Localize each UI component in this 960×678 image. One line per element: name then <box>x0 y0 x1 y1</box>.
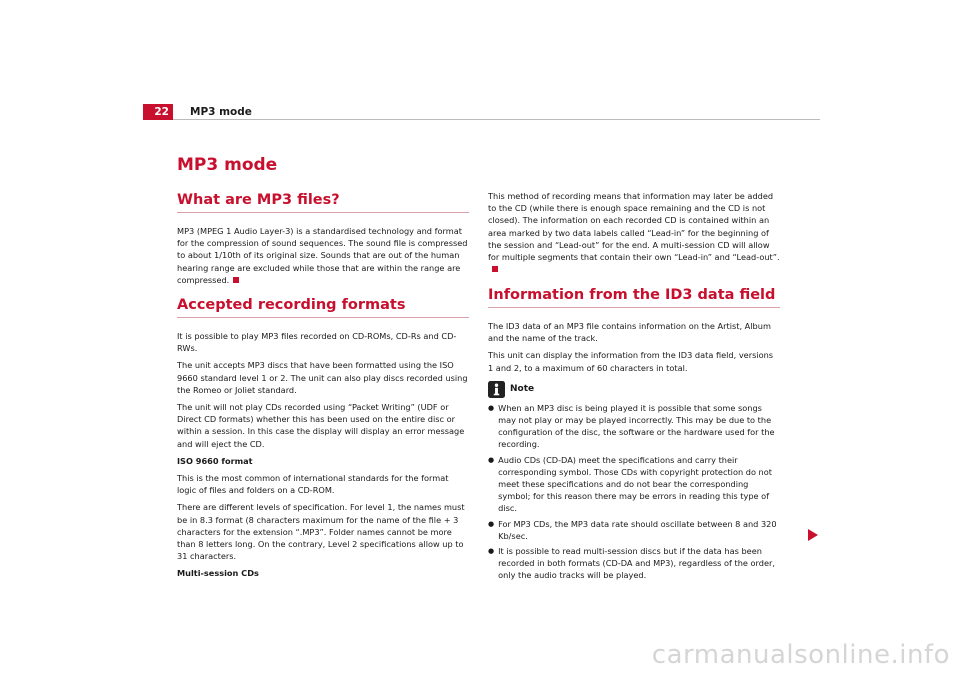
header-rule <box>173 119 820 120</box>
note-title: Note <box>510 384 535 395</box>
bullet-dot-icon: ● <box>488 455 495 464</box>
bullet-dot-icon: ● <box>488 547 495 556</box>
note-list <box>488 402 780 582</box>
note-header <box>488 381 780 398</box>
note-bullet-text: Audio CDs (CD-DA) meet the specifications and carry their corresponding symbol. Those CDs with copyright protection do not meet these specifications and do not bear the corresponding symbol; for this reason there may be errors in reading this type of disc. <box>498 454 772 514</box>
page-number: 22 <box>143 104 173 120</box>
watermark: carmanualsonline.info <box>651 640 950 670</box>
paragraph: The ID3 data of an MP3 file contains information on the Artist, Album and the name of the track. <box>488 321 771 344</box>
next-page-arrow-icon <box>808 529 818 541</box>
note-bullet-text: When an MP3 disc is being played it is possible that some songs may not play or may be played incorrectly. This may be due to the configuration of the disc, the software or the hardware used for the recording. <box>498 402 775 450</box>
section-end-mark <box>233 277 239 283</box>
paragraph: This method of recording means that information may later be added to the CD (while there is enough space remaining and the CD is not closed). The information on each recorded CD is contained within an area marked by two data labels called “Lead-in” for the beginning of the session and “Lead-out” for the end. A multi-session CD will allow for multiple segments that contain their own “Lead-in” and “Lead-out”. <box>488 190 780 275</box>
section-heading: Information from the ID3 data field <box>488 286 780 308</box>
info-icon <box>488 381 505 398</box>
paragraph: This unit can display the information from the ID3 data field, versions 1 and 2, to a maximum of 60 characters in total. <box>488 350 774 373</box>
note-bullet-text: For MP3 CDs, the MP3 data rate should oscillate between 8 and 320 Kb/sec. <box>498 518 777 541</box>
paragraph: The unit accepts MP3 discs that have been formatted using the ISO 9660 standard level 1 or 2. The unit can also play discs recorded using the Romeo or Joliet standard. <box>177 360 468 395</box>
note-bullet <box>488 402 780 451</box>
paragraph: This is the most common of international standards for the format logic of files and folders on a CD-ROM. <box>177 473 449 496</box>
section-heading: What are MP3 files? <box>177 191 469 213</box>
bullet-dot-icon: ● <box>488 403 495 412</box>
subheading: Multi-session CDs <box>177 568 259 579</box>
section-what-are-mp3 <box>177 191 469 291</box>
bullet-dot-icon: ● <box>488 519 495 528</box>
paragraph: The unit will not play CDs recorded using “Packet Writing” (UDF or Direct CD formats) whether this has been used on the entire disc or within a session. In this case the display will display an error message and will eject the CD. <box>177 402 465 449</box>
paragraph: It is possible to play MP3 files recorded on CD-ROMs, CD-Rs and CD-RWs. <box>177 331 457 354</box>
section-id3 <box>488 286 780 585</box>
paragraph: MP3 (MPEG 1 Audio Layer-3) is a standardised technology and format for the compression of sound sequences. The sound file is compressed to about 1/10th of its original size. Sounds that are out of the human hearing range are excluded while those that are within the range are compressed. <box>177 226 468 285</box>
running-header: MP3 mode <box>190 106 252 118</box>
note-bullet-text: It is possible to read multi-session discs but if the data has been recorded in both formats (CD-DA and MP3), regardless of the order, only the audio tracks will be played. <box>498 546 775 581</box>
subheading: ISO 9660 format <box>177 455 253 466</box>
section-end-mark <box>492 266 498 272</box>
section-accepted-formats <box>177 296 469 585</box>
note-bullet <box>488 545 780 582</box>
page-title: MP3 mode <box>177 155 278 175</box>
paragraph: There are different levels of specification. For level 1, the names must be in 8.3 format (8 characters maximum for the name of the file + 3 characters for the extension “.MP3”. Folder names cannot be more than 8 letters long. On the contrary, Level 2 specifications allow up to 31 characters. <box>177 502 465 562</box>
section-heading: Accepted recording formats <box>177 296 469 318</box>
note-bullet <box>488 518 780 542</box>
section-multisession-continued <box>488 190 780 280</box>
note-bullet <box>488 454 780 515</box>
